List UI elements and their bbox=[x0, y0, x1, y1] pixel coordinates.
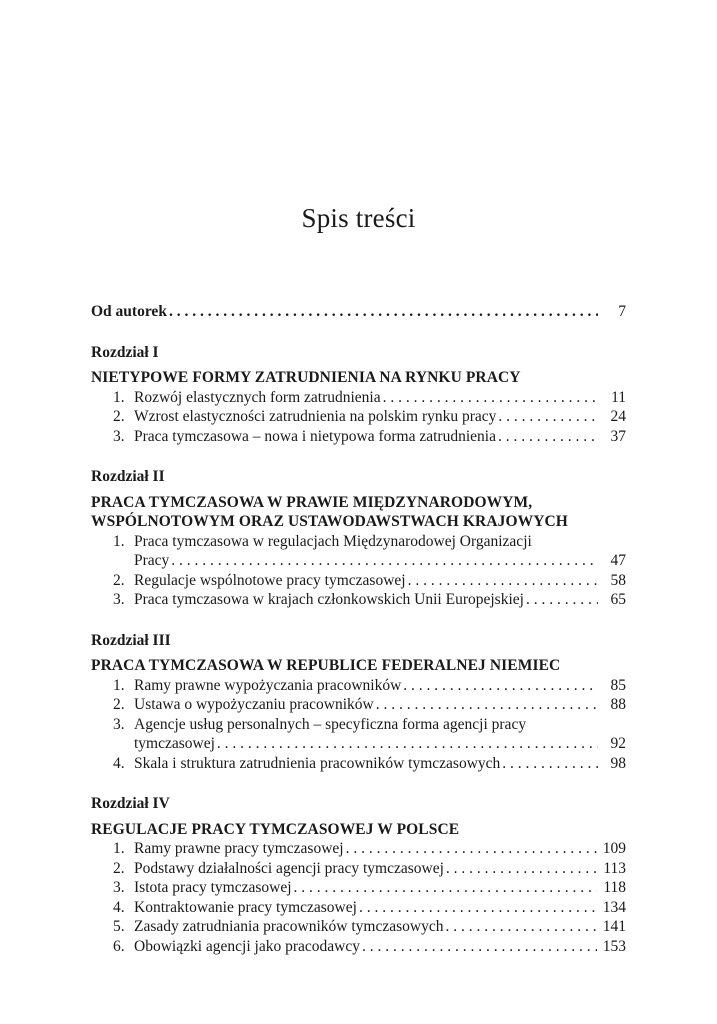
toc-entry-second-line bbox=[91, 734, 626, 754]
toc-entry-number: 2. bbox=[113, 408, 125, 425]
toc-entry-number: 4. bbox=[113, 754, 125, 772]
toc-entry-text: Regulacje wspólnotowe pracy tymczasowej bbox=[134, 571, 406, 589]
toc-entry-text-wrap bbox=[113, 695, 374, 715]
toc-entry-text-wrap bbox=[113, 571, 406, 591]
toc-entry-label: Od autorek bbox=[91, 303, 167, 320]
toc-entry-intro bbox=[91, 302, 626, 322]
toc-entry-text: Zasady zatrudniania pracowników tymczasowych bbox=[134, 918, 444, 935]
toc-entry bbox=[91, 695, 626, 715]
toc-entry bbox=[91, 898, 626, 918]
dot-leader bbox=[344, 839, 597, 859]
toc-entry-page: 24 bbox=[610, 408, 626, 425]
toc-entry-text: Ramy prawne pracy tymczasowej bbox=[134, 840, 344, 857]
dot-leader bbox=[500, 754, 598, 774]
toc-entry-text: Agencje usług personalnych – specyficzna forma agencji pracy bbox=[134, 715, 527, 733]
toc-entry-number: 3. bbox=[113, 879, 125, 896]
toc-entry-page: 11 bbox=[611, 388, 626, 406]
toc-entry-text-wrap bbox=[113, 388, 381, 408]
toc-entry-first-line bbox=[91, 715, 626, 735]
toc-entry-page: 37 bbox=[610, 427, 626, 445]
toc-entry bbox=[91, 532, 626, 571]
toc-entry-number: 2. bbox=[113, 696, 125, 713]
dot-leader bbox=[381, 388, 598, 408]
dot-leader bbox=[215, 734, 598, 754]
toc-entry bbox=[91, 715, 626, 754]
toc-entry-page: 88 bbox=[610, 696, 626, 713]
chapter-label: Rozdział II bbox=[91, 468, 165, 485]
toc-entry-text-wrap bbox=[113, 859, 444, 879]
chapter-label: Rozdział IV bbox=[91, 795, 170, 812]
toc-entry-text: Skala i struktura zatrudnienia pracowników tymczasowych bbox=[134, 754, 501, 772]
dot-leader bbox=[401, 676, 598, 696]
toc-entry-text-wrap bbox=[113, 917, 443, 937]
table-of-contents bbox=[91, 300, 626, 956]
chapter-section bbox=[91, 794, 626, 956]
chapter-list bbox=[91, 343, 626, 957]
chapter-label: Rozdział III bbox=[91, 631, 171, 649]
dot-leader bbox=[496, 427, 598, 447]
toc-entry bbox=[91, 754, 626, 774]
toc-entry bbox=[91, 407, 626, 427]
chapter-section bbox=[91, 343, 626, 447]
chapter-label: Rozdział I bbox=[91, 343, 159, 361]
toc-entry-text-continued: tymczasowej bbox=[134, 735, 215, 752]
toc-entry-text: Obowiązki agencji jako pracodawcy bbox=[134, 937, 360, 955]
toc-entry-number: 4. bbox=[113, 898, 125, 916]
toc-entry-text-wrap bbox=[113, 676, 401, 696]
chapter-title: WSPÓLNOTOWYM ORAZ USTAWODAWSTWACH KRAJOWYCH bbox=[91, 513, 568, 530]
toc-entry-text: Praca tymczasowa – nowa i nietypowa forma zatrudnienia bbox=[134, 427, 496, 445]
toc-entry-number: 1. bbox=[113, 388, 125, 406]
toc-entry-text-wrap bbox=[113, 898, 357, 918]
toc-entry-text-wrap bbox=[113, 407, 496, 427]
toc-entry bbox=[91, 388, 626, 408]
toc-entry bbox=[91, 917, 626, 937]
toc-entry-number: 1. bbox=[113, 840, 125, 857]
toc-entry-number: 3. bbox=[113, 715, 125, 733]
toc-entry-page: 113 bbox=[603, 859, 626, 877]
chapter-title: PRACA TYMCZASOWA W REPUBLICE FEDERALNEJ NIEMIEC bbox=[91, 657, 561, 674]
toc-entry bbox=[91, 676, 626, 696]
chapter-title: REGULACJE PRACY TYMCZASOWEJ W POLSCE bbox=[91, 820, 460, 838]
toc-entry-page: 98 bbox=[610, 754, 626, 772]
dot-leader bbox=[496, 407, 598, 427]
toc-entry bbox=[91, 427, 626, 447]
dot-leader bbox=[292, 878, 598, 898]
toc-entry bbox=[91, 859, 626, 879]
toc-entry-second-line bbox=[91, 551, 626, 571]
toc-entry bbox=[91, 937, 626, 957]
toc-entry-text-wrap bbox=[113, 427, 496, 447]
toc-entry-text: Istota pracy tymczasowej bbox=[134, 879, 292, 896]
toc-entry-text: Praca tymczasowa w krajach członkowskich Unii Europejskiej bbox=[134, 591, 524, 608]
toc-entry-first-line bbox=[91, 532, 626, 552]
toc-entry bbox=[91, 878, 626, 898]
toc-entry-text-continued: Pracy bbox=[134, 552, 170, 569]
toc-entry-page: 141 bbox=[602, 918, 626, 935]
toc-entry-text-wrap bbox=[113, 590, 524, 610]
toc-entry-text: Wzrost elastyczności zatrudnienia na polskim rynku pracy bbox=[134, 408, 497, 425]
toc-entry-page: 118 bbox=[603, 879, 626, 896]
toc-entry-text: Rozwój elastycznych form zatrudnienia bbox=[134, 388, 381, 406]
toc-entry-page: 109 bbox=[602, 840, 626, 857]
dot-leader bbox=[167, 302, 598, 322]
toc-entry-page: 85 bbox=[610, 676, 626, 694]
toc-entry bbox=[91, 590, 626, 610]
toc-entry-text: Praca tymczasowa w regulacjach Międzynarodowej Organizacji bbox=[134, 532, 532, 550]
chapter-title: NIETYPOWE FORMY ZATRUDNIENIA NA RYNKU PRACY bbox=[91, 369, 521, 386]
toc-entry-text: Ramy prawne wypożyczania pracowników bbox=[134, 676, 402, 694]
toc-entry-number: 3. bbox=[113, 591, 125, 608]
toc-entry-text: Kontraktowanie pracy tymczasowej bbox=[134, 898, 357, 916]
toc-entry-page: 92 bbox=[610, 735, 626, 752]
toc-entry-page: 153 bbox=[602, 937, 626, 955]
toc-entry-page: 134 bbox=[602, 898, 626, 916]
toc-entry-page: 65 bbox=[610, 591, 626, 608]
dot-leader bbox=[524, 590, 598, 610]
toc-entry bbox=[91, 571, 626, 591]
toc-entry-page: 47 bbox=[610, 552, 626, 569]
chapter-section bbox=[91, 631, 626, 774]
toc-entry-number: 2. bbox=[113, 571, 125, 589]
page-title: Spis treści bbox=[301, 203, 416, 233]
dot-leader bbox=[406, 571, 598, 591]
toc-entry-text-wrap bbox=[113, 754, 500, 774]
toc-entry-number: 2. bbox=[113, 859, 125, 877]
toc-entry-text: Podstawy działalności agencji pracy tymczasowej bbox=[134, 859, 444, 877]
chapter-title: PRACA TYMCZASOWA W PRAWIE MIĘDZYNARODOWYM, bbox=[91, 493, 533, 511]
toc-entry-text-wrap bbox=[113, 839, 344, 859]
dot-leader bbox=[443, 917, 596, 937]
chapter-section bbox=[91, 467, 626, 610]
toc-entry bbox=[91, 839, 626, 859]
toc-entry-number: 1. bbox=[113, 676, 125, 694]
dot-leader bbox=[374, 695, 598, 715]
dot-leader bbox=[169, 551, 598, 571]
toc-entry-number: 5. bbox=[113, 918, 125, 935]
toc-entry-text: Ustawa o wypożyczaniu pracowników bbox=[134, 696, 374, 713]
toc-entry-page: 7 bbox=[618, 303, 626, 320]
dot-leader bbox=[444, 859, 597, 879]
toc-entry-page: 58 bbox=[610, 571, 626, 589]
dot-leader bbox=[357, 898, 597, 918]
toc-entry-text-wrap bbox=[113, 878, 292, 898]
toc-entry-number: 3. bbox=[113, 427, 125, 445]
toc-entry-text-wrap bbox=[113, 937, 360, 957]
toc-entry-number: 6. bbox=[113, 937, 125, 955]
dot-leader bbox=[360, 937, 597, 957]
toc-entry-number: 1. bbox=[113, 532, 125, 550]
